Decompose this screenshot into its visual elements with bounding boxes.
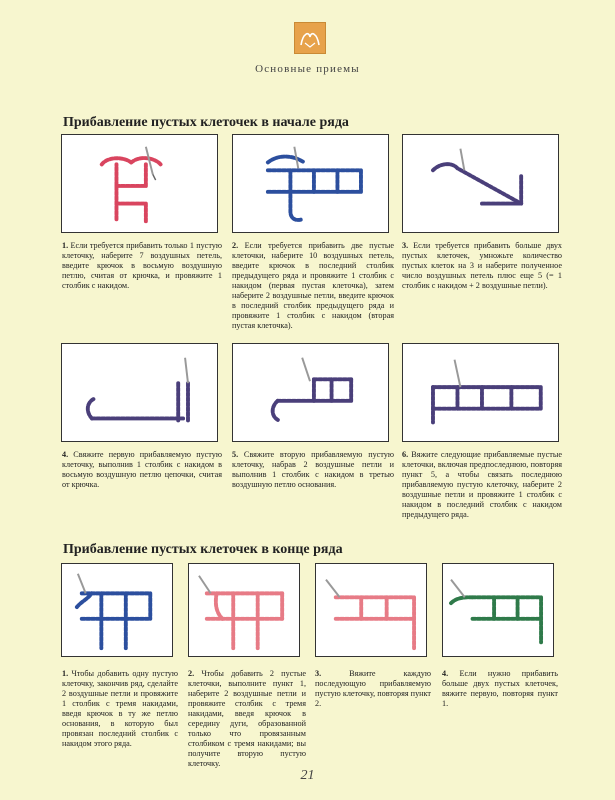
step-number: 3. <box>402 241 409 250</box>
diagram-panel-6 <box>402 343 559 442</box>
step-text: Если требуется прибавить только 1 пустую клеточку, наберите 7 воздушных петель, введите крючок в восьмую воздушную петлю, считая от крючка, и провяжите 1 столбик с накидом. <box>62 241 222 290</box>
diagram-panel-4 <box>61 343 218 442</box>
step-caption-2 <box>232 241 394 331</box>
diagram-panel-3 <box>402 134 559 233</box>
page-number: 21 <box>300 768 315 783</box>
step-number: 4. <box>62 450 69 459</box>
step-text: Если нужно прибавить больше двух пустых клеточек, вяжите первую, повторяя пункт 1. <box>442 669 558 708</box>
step-caption-3 <box>402 241 562 291</box>
diagram-panel-5 <box>232 343 389 442</box>
step-caption-end-3 <box>315 669 431 709</box>
step-caption-end-1 <box>62 669 178 749</box>
step-text: Если требуется прибавить две пустые клеточки, наберите 10 воздушных петель, введите крючок в последний столбик предыдущего ряда и провяжите 1 столбик с накидом (первая пустая клеточка), затем наберите 2 воздушные петли, введите крючок в последний столбик предыдущего ряда и провяжите 1 столбик с накидом (вторая пустая клеточка). <box>232 241 395 330</box>
step-number: 4. <box>442 669 449 678</box>
diagram-panel-1 <box>61 134 218 233</box>
step-text: Чтобы добавить 2 пустые клеточки, выполните пункт 1, наберите 2 воздушные петли и провяжите столбик с тремя накидами, введя крючок в середину дуги, образованной только что провязанным столбиком с тремя накидами; вы получите вторую пустую клеточку. <box>188 669 307 768</box>
diagram-panel-10 <box>442 563 554 657</box>
section-title-start: Прибавление пустых клеточек в начале ряда <box>63 115 349 130</box>
step-caption-5 <box>232 450 394 490</box>
running-head: Основные приемы <box>255 63 360 75</box>
step-number: 2. <box>188 669 195 678</box>
section-title-end: Прибавление пустых клеточек в конце ряда <box>63 542 343 557</box>
step-number: 6. <box>402 450 409 459</box>
step-number: 3. <box>315 669 322 678</box>
step-number: 2. <box>232 241 239 250</box>
step-number: 1. <box>62 669 69 678</box>
diagram-panel-2 <box>232 134 389 233</box>
step-caption-end-4 <box>442 669 558 709</box>
step-text: Вяжите следующие прибавляемые пустые клеточки, включая предпоследнюю, повторяя пункт 5, а чтобы связать последнюю прибавляемую пустую клеточку, наберите 2 воздушные петли и провяжите 1 столбик с накидом в последний столбик с накидом предыдущего ряда. <box>402 450 563 519</box>
diagram-panel-9 <box>315 563 427 657</box>
step-text: Свяжите вторую прибавляемую пустую клеточку, набрав 2 воздушные петли и выполнив 1 столбик с накидом в третью воздушную петлю основания. <box>232 450 394 489</box>
step-text: Чтобы добавить одну пустую клеточку, закончив ряд, сделайте 2 воздушные петли и провяжите 1 столбик с тремя накидами, введя крючок в ту же петлю основания, в которую был провязан последний столбик с накидом этого ряда. <box>62 669 179 748</box>
step-number: 5. <box>232 450 239 459</box>
step-text: Если требуется прибавить больше двух пустых клеточек, умножьте количество пустых клеток на 3 и наберите полученное число воздушных петель плюс еще 5 (= 1 столбик с накидом + 2 воздушные петли). <box>402 241 563 290</box>
step-text: Свяжите первую прибавляемую пустую клеточку, выполнив 1 столбик с накидом в восьмую воздушную петлю цепочки, считая от крючка. <box>62 450 222 489</box>
step-number: 1. <box>62 241 69 250</box>
step-caption-4 <box>62 450 222 490</box>
diagram-panel-7 <box>61 563 173 657</box>
step-caption-6 <box>402 450 562 520</box>
step-caption-1 <box>62 241 222 291</box>
step-text: Вяжите каждую последующую прибавляемую пустую клеточку, повторяя пункт 2. <box>315 669 432 708</box>
step-caption-end-2 <box>188 669 306 769</box>
book-logo-icon <box>294 22 326 54</box>
diagram-panel-8 <box>188 563 300 657</box>
